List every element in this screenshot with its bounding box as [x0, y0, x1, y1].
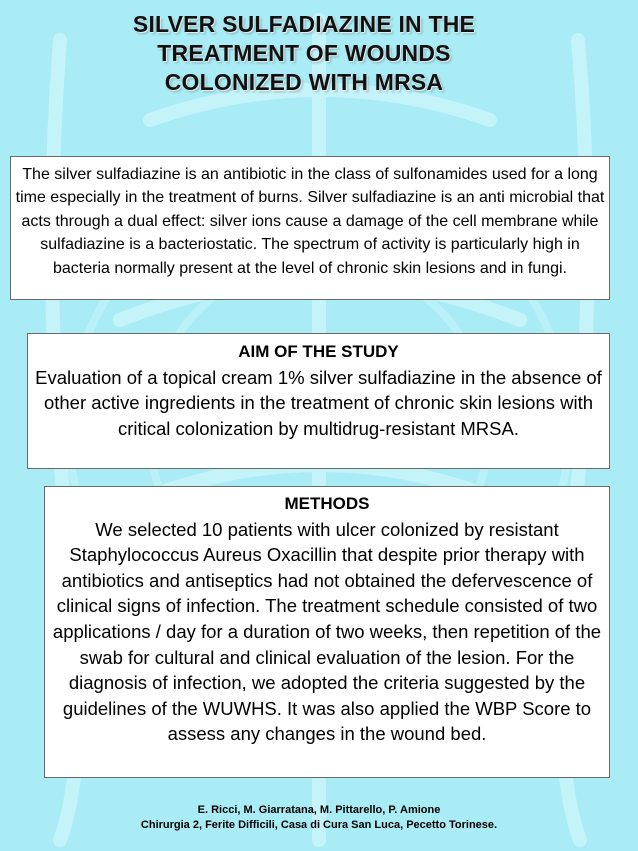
methods-box — [44, 486, 610, 778]
methods-text: We selected 10 patients with ulcer colonized by resistant Staphylococcus Aureus Oxacillin that despite prior therapy with antibiotics and antiseptics had not obtained the defervescence of clinical signs of infection. The treatment schedule consisted of two applications / day for a duration of two weeks, then repetition of the swab for cultural and clinical evaluation of the lesion. For the diagnosis of infection, we adopted the criteria suggested by the guidelines of the WUWHS. It was also applied the WBP Score to assess any changes in the wound bed. — [52, 518, 602, 745]
title-line: COLONIZED WITH MRSA — [164, 69, 444, 95]
aim-box — [27, 333, 610, 469]
title-line: SILVER SULFADIAZINE IN THE — [132, 11, 476, 37]
title-line: TREATMENT OF WOUNDS — [157, 40, 451, 66]
footer-credits — [80, 803, 558, 833]
aim-text: Evaluation of a topical cream 1% silver sulfadiazine in the absence of other active ingredients in the treatment of chronic skin lesions with critical colonization by multidrug-resistant MRSA. — [35, 366, 602, 439]
authors: E. Ricci, M. Giarratana, M. Pittarello, P. Amione — [197, 804, 441, 816]
introduction-box — [10, 156, 610, 300]
affiliation: Chirurgia 2, Ferite Difficili, Casa di Cura San Luca, Pecetto Torinese. — [140, 819, 498, 831]
poster-title — [60, 10, 548, 97]
methods-heading: METHODS — [284, 494, 370, 513]
aim-heading: AIM OF THE STUDY — [238, 342, 399, 361]
introduction-text: The silver sulfadiazine is an antibiotic in the class of sulfonamides used for a long time especially in the treatment of burns. Silver sulfadiazine is an anti microbial that acts through a dual effect: silver ions cause a damage of the cell membrane while sulfadiazine is a bacteriostatic. The spectrum of activity is particularly high in bacteria normally present at the level of chronic skin lesions and in fungi. — [15, 166, 605, 277]
